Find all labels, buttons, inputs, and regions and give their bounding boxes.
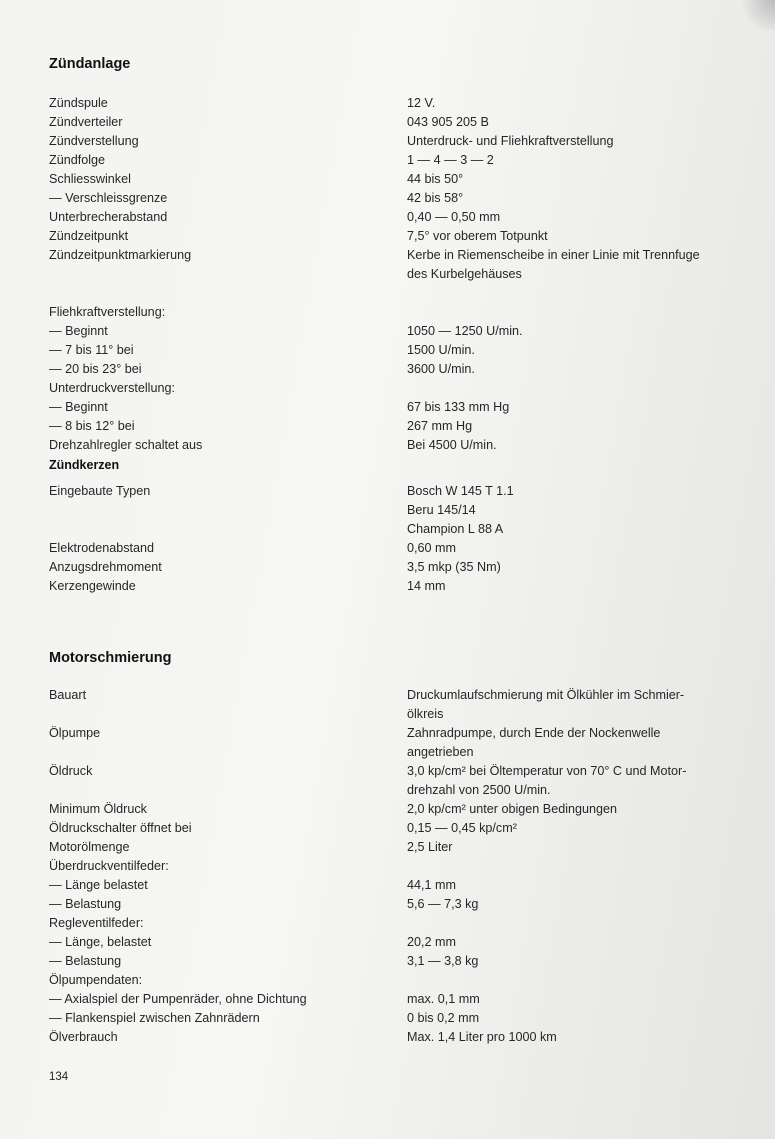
spec-value-line: 67 bis 133 mm Hg bbox=[407, 400, 510, 414]
spec-value bbox=[407, 360, 749, 379]
spec-label: Zündfolge bbox=[49, 153, 106, 167]
spec-value-line: Bosch W 145 T 1.1 bbox=[407, 484, 514, 498]
spec-value bbox=[407, 398, 749, 417]
spec-row bbox=[49, 436, 749, 455]
spec-value bbox=[407, 838, 749, 857]
spec-row bbox=[49, 398, 749, 417]
spec-value bbox=[407, 876, 749, 895]
spec-row bbox=[49, 838, 749, 857]
spec-value bbox=[407, 227, 749, 246]
spec-row bbox=[49, 800, 749, 819]
spec-value bbox=[407, 113, 749, 132]
spec-value bbox=[407, 322, 749, 341]
spec-label: — Flankenspiel zwischen Zahnrädern bbox=[49, 1011, 260, 1025]
spec-row bbox=[49, 341, 749, 360]
spec-value-line: Champion L 88 A bbox=[407, 522, 504, 536]
spec-value-line: 7,5° vor oberem Totpunkt bbox=[407, 229, 548, 243]
spec-label: — Axialspiel der Pumpenräder, ohne Dichtung bbox=[49, 992, 307, 1006]
spec-label: Bauart bbox=[49, 688, 87, 702]
spec-label: — Länge, belastet bbox=[49, 935, 152, 949]
spec-row bbox=[49, 417, 749, 436]
spec-row bbox=[49, 170, 749, 189]
spec-label: — Beginnt bbox=[49, 324, 108, 338]
spec-row bbox=[49, 895, 749, 914]
spec-label: Anzugsdrehmoment bbox=[49, 560, 162, 574]
spec-value-line: 1500 U/min. bbox=[407, 343, 475, 357]
spec-value-line: angetrieben bbox=[407, 745, 474, 759]
spec-value bbox=[407, 762, 749, 800]
spec-label: Unterbrecherabstand bbox=[49, 210, 168, 224]
spec-value bbox=[407, 151, 749, 170]
spec-value-line: 0,40 — 0,50 mm bbox=[407, 210, 501, 224]
spec-row bbox=[49, 539, 749, 558]
spec-row bbox=[49, 360, 749, 379]
spec-value bbox=[407, 990, 749, 1009]
spec-label: Zündzeitpunktmarkierung bbox=[49, 248, 192, 262]
spec-value bbox=[407, 170, 749, 189]
page-number: 134 bbox=[49, 1071, 69, 1083]
spec-value bbox=[407, 246, 749, 284]
spec-value-line: 3,5 mkp (35 Nm) bbox=[407, 560, 501, 574]
spec-value-line: 267 mm Hg bbox=[407, 419, 473, 433]
spec-label: Minimum Öldruck bbox=[49, 802, 147, 816]
spec-value bbox=[407, 952, 749, 971]
spec-value-line: Druckumlaufschmierung mit Ölkühler im Schmier- bbox=[407, 688, 685, 702]
spec-label: Regleventilfeder: bbox=[49, 916, 144, 930]
spec-label: Ölverbrauch bbox=[49, 1030, 118, 1044]
spec-row bbox=[49, 246, 749, 284]
spec-label: Zündspule bbox=[49, 96, 108, 110]
spec-row bbox=[49, 857, 749, 876]
spec-row bbox=[49, 876, 749, 895]
spec-row bbox=[49, 686, 749, 724]
spec-value bbox=[407, 284, 749, 303]
spec-row bbox=[49, 914, 749, 933]
spec-label: Elektrodenabstand bbox=[49, 541, 155, 555]
spec-row bbox=[49, 303, 749, 322]
spec-label: Zündzeitpunkt bbox=[49, 229, 129, 243]
spec-value-line: max. 0,1 mm bbox=[407, 992, 480, 1006]
spec-label: Überdruckventilfeder: bbox=[49, 859, 169, 873]
spec-row bbox=[49, 952, 749, 971]
spec-value bbox=[407, 577, 749, 596]
spec-value bbox=[407, 189, 749, 208]
spec-label: Motorölmenge bbox=[49, 840, 130, 854]
spec-value-line: 2,0 kp/cm² unter obigen Bedingungen bbox=[407, 802, 618, 816]
spec-value bbox=[407, 819, 749, 838]
spec-value-line: 44,1 mm bbox=[407, 878, 456, 892]
spec-row bbox=[49, 132, 749, 151]
spec-value-line: Kerbe in Riemenscheibe in einer Linie mit Trennfuge bbox=[407, 248, 700, 262]
spec-value-line: 2,5 Liter bbox=[407, 840, 453, 854]
spec-value-line: 42 bis 58° bbox=[407, 191, 464, 205]
section-title-zuendanlage: Zündanlage bbox=[49, 56, 131, 72]
spec-row bbox=[49, 1009, 749, 1028]
spec-row bbox=[49, 762, 749, 800]
spec-row bbox=[49, 558, 749, 577]
spec-value-line: Bei 4500 U/min. bbox=[407, 438, 497, 452]
spec-row bbox=[49, 379, 749, 398]
spec-value bbox=[407, 1009, 749, 1028]
spec-value bbox=[407, 914, 749, 933]
spec-value bbox=[407, 971, 749, 990]
spec-row bbox=[49, 819, 749, 838]
spec-value bbox=[407, 482, 749, 539]
spec-value-line: 14 mm bbox=[407, 579, 446, 593]
spec-value bbox=[407, 94, 749, 113]
spec-value bbox=[407, 1028, 749, 1047]
spec-row bbox=[49, 577, 749, 596]
spec-value-line: 44 bis 50° bbox=[407, 172, 464, 186]
spec-label: Kerzengewinde bbox=[49, 579, 136, 593]
spec-label: Zündverteiler bbox=[49, 115, 123, 129]
spec-label: Fliehkraftverstellung: bbox=[49, 305, 166, 319]
spec-value-line: Zahnradpumpe, durch Ende der Nockenwelle bbox=[407, 726, 661, 740]
spec-label: — Belastung bbox=[49, 897, 122, 911]
spec-row bbox=[49, 189, 749, 208]
spec-row bbox=[49, 971, 749, 990]
spec-value-line: Unterdruck- und Fliehkraftverstellung bbox=[407, 134, 614, 148]
spec-label: Unterdruckverstellung: bbox=[49, 381, 175, 395]
spec-value bbox=[407, 933, 749, 952]
spec-value-line: Beru 145/14 bbox=[407, 503, 476, 517]
spec-value bbox=[407, 857, 749, 876]
section-title-motorschmierung: Motorschmierung bbox=[49, 650, 172, 666]
spec-label bbox=[49, 284, 407, 303]
spec-value bbox=[407, 724, 749, 762]
spec-value-line: 0 bis 0,2 mm bbox=[407, 1011, 480, 1025]
spec-row bbox=[49, 94, 749, 113]
spec-row bbox=[49, 933, 749, 952]
spec-row bbox=[49, 1028, 749, 1047]
spec-label: Zündverstellung bbox=[49, 134, 139, 148]
spec-label: — Belastung bbox=[49, 954, 122, 968]
spec-label: — 7 bis 11° bei bbox=[49, 343, 134, 357]
spec-row bbox=[49, 322, 749, 341]
spec-value-line: 043 905 205 B bbox=[407, 115, 489, 129]
spec-value bbox=[407, 686, 749, 724]
spec-label: — 20 bis 23° bei bbox=[49, 362, 142, 376]
spec-label: Drehzahlregler schaltet aus bbox=[49, 438, 203, 452]
scan-shading bbox=[735, 0, 775, 30]
spec-row bbox=[49, 113, 749, 132]
spec-label: — Beginnt bbox=[49, 400, 108, 414]
spec-value-line: des Kurbelgehäuses bbox=[407, 267, 522, 281]
section-title-zuendkerzen: Zündkerzen bbox=[49, 458, 120, 472]
spec-value bbox=[407, 303, 749, 322]
spec-value-line: 3,1 — 3,8 kg bbox=[407, 954, 479, 968]
spec-value-line: 12 V. bbox=[407, 96, 436, 110]
spec-value-line: 3,0 kp/cm² bei Öltemperatur von 70° C und Motor- bbox=[407, 764, 687, 778]
spec-row bbox=[49, 990, 749, 1009]
spec-label: Öldruck bbox=[49, 764, 93, 778]
spec-row bbox=[49, 284, 749, 303]
spec-row bbox=[49, 227, 749, 246]
spec-row bbox=[49, 151, 749, 170]
spec-value bbox=[407, 417, 749, 436]
spec-value bbox=[407, 341, 749, 360]
table-motorschmierung bbox=[49, 686, 749, 1047]
spec-label: Ölpumpe bbox=[49, 726, 101, 740]
spec-value bbox=[407, 379, 749, 398]
spec-value-line: 5,6 — 7,3 kg bbox=[407, 897, 479, 911]
spec-label: — Länge belastet bbox=[49, 878, 148, 892]
spec-value-line: 1050 — 1250 U/min. bbox=[407, 324, 523, 338]
spec-label: — Verschleissgrenze bbox=[49, 191, 168, 205]
spec-row bbox=[49, 208, 749, 227]
spec-label: — 8 bis 12° bei bbox=[49, 419, 135, 433]
spec-value-line: 3600 U/min. bbox=[407, 362, 475, 376]
spec-value bbox=[407, 895, 749, 914]
spec-label: Öldruckschalter öffnet bei bbox=[49, 821, 192, 835]
spec-value bbox=[407, 800, 749, 819]
spec-value-line: Max. 1,4 Liter pro 1000 km bbox=[407, 1030, 557, 1044]
spec-value bbox=[407, 436, 749, 455]
spec-row bbox=[49, 724, 749, 762]
spec-value-line: 20,2 mm bbox=[407, 935, 456, 949]
spec-value-line: drehzahl von 2500 U/min. bbox=[407, 783, 551, 797]
spec-value-line: ölkreis bbox=[407, 707, 444, 721]
spec-value bbox=[407, 132, 749, 151]
table-zuendkerzen bbox=[49, 482, 749, 596]
spec-value-line: 1 — 4 — 3 — 2 bbox=[407, 153, 494, 167]
spec-value bbox=[407, 539, 749, 558]
spec-value bbox=[407, 558, 749, 577]
spec-label: Eingebaute Typen bbox=[49, 484, 151, 498]
spec-value bbox=[407, 208, 749, 227]
spec-label: Schliesswinkel bbox=[49, 172, 131, 186]
spec-label: Ölpumpendaten: bbox=[49, 973, 143, 987]
spec-value-line: 0,60 mm bbox=[407, 541, 456, 555]
spec-row bbox=[49, 482, 749, 539]
spec-value-line: 0,15 — 0,45 kp/cm² bbox=[407, 821, 517, 835]
table-zuendanlage bbox=[49, 94, 749, 455]
